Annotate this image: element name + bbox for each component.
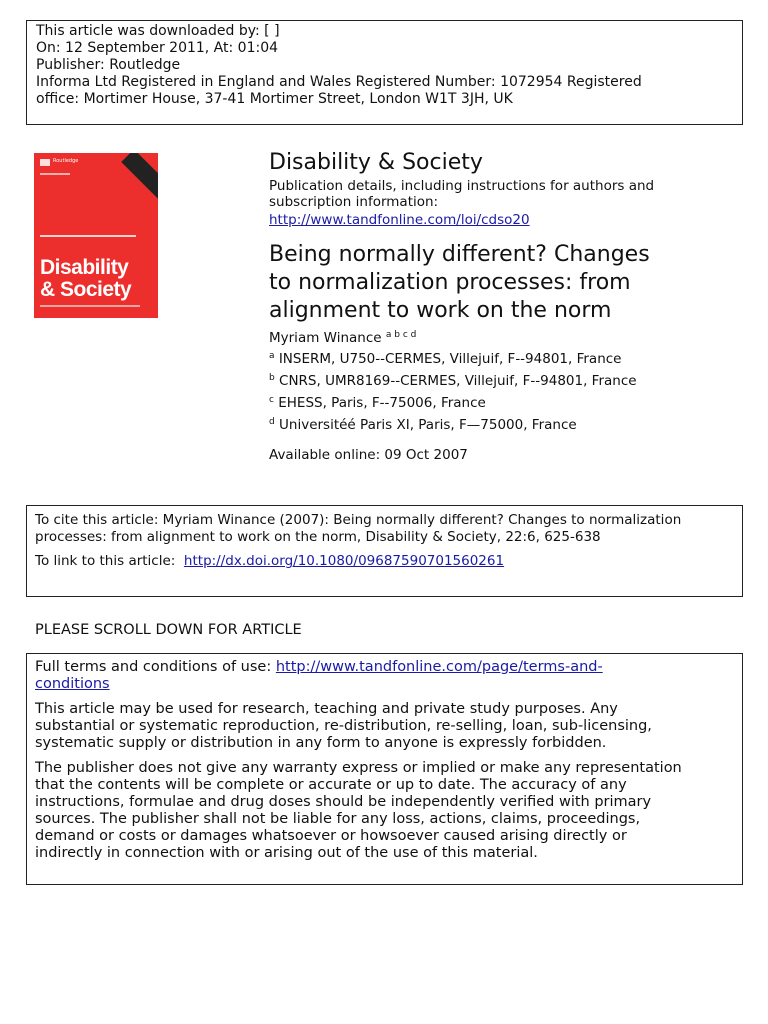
affiliation-text: EHESS, Paris, F--75006, France [278, 395, 486, 411]
affiliation-marker: b [269, 373, 275, 383]
publisher-logo-icon [40, 159, 50, 166]
terms-of-use [35, 659, 734, 693]
registration-line: Informa Ltd Registered in England and Wales Registered Number: 1072954 Registered [36, 74, 642, 90]
cover-publisher: Routledge [53, 158, 79, 164]
office-line: office: Mortimer House, 37-41 Mortimer Street, London W1T 3JH, UK [36, 91, 513, 107]
publisher-line: Publisher: Routledge [36, 57, 181, 73]
disclaimer-line: The publisher does not give any warranty express or implied or make any representation [35, 760, 682, 776]
affiliation-marker: c [269, 395, 274, 405]
cover-corner-badge [121, 153, 158, 199]
terms-box [26, 653, 743, 885]
author-superscript: a b c d [385, 330, 417, 340]
disclaimer-line: demand or costs or damages whatsoever or howsoever caused arising directly or [35, 828, 627, 844]
details-line1: Publication details, including instructions for authors and [269, 178, 655, 194]
affiliation [269, 350, 621, 368]
doi-link[interactable]: http://dx.doi.org/10.1080/09687590701560261 [183, 553, 505, 569]
article-title [269, 241, 650, 325]
publication-details [269, 178, 654, 210]
download-date: On: 12 September 2011, At: 01:04 [36, 40, 279, 56]
disclaimer-paragraph [35, 760, 734, 862]
disclaimer-line: that the contents will be complete or accurate or up to date. The accuracy of any [35, 777, 627, 793]
usage-paragraph [35, 701, 734, 752]
disclaimer-line: instructions, formulae and drug doses should be independently verified with primary [35, 794, 652, 810]
terms-link[interactable]: http://www.tandfonline.com/page/terms-and- [275, 659, 603, 675]
terms-link-continued[interactable]: conditions [35, 676, 110, 692]
citation-box [26, 505, 743, 597]
journal-title: Disability & Society [269, 150, 483, 175]
affiliation-text: INSERM, U750--CERMES, Villejuif, F--94801, France [278, 351, 622, 367]
available-online: Available online: 09 Oct 2007 [269, 447, 468, 463]
usage-line: systematic supply or distribution in any form to anyone is expressly forbidden. [35, 735, 607, 751]
details-line2: subscription information: [269, 194, 439, 210]
cover-title-line1: Disability [40, 256, 129, 279]
usage-line: This article may be used for research, teaching and private study purposes. Any [35, 701, 618, 717]
article-title-line1: Being normally different? Changes [269, 242, 650, 267]
affiliation [269, 372, 637, 390]
affiliation [269, 394, 486, 412]
journal-link[interactable]: http://www.tandfonline.com/loi/cdso20 [269, 212, 530, 228]
terms-label: Full terms and conditions of use: [35, 659, 276, 675]
affiliation-text: CNRS, UMR8169--CERMES, Villejuif, F--94801, France [279, 373, 637, 389]
journal-cover-image [34, 153, 158, 318]
citation-line1: To cite this article: Myriam Winance (2007): Being normally different? Changes to normalization [35, 512, 682, 528]
disclaimer-line: sources. The publisher shall not be liable for any loss, actions, claims, proceedings, [35, 811, 641, 827]
article-title-line3: alignment to work on the norm [269, 298, 612, 323]
scroll-note: PLEASE SCROLL DOWN FOR ARTICLE [35, 622, 302, 638]
affiliation [269, 416, 577, 434]
affiliation-marker: d [269, 417, 275, 427]
doi-row [35, 553, 734, 570]
affiliation-text: Universitéé Paris XI, Paris, F—75000, France [279, 417, 577, 433]
author [269, 329, 416, 347]
cover-title-line2: & Society [40, 278, 132, 301]
author-name: Myriam Winance [269, 330, 382, 346]
citation-line2: processes: from alignment to work on the norm, Disability & Society, 22:6, 625-638 [35, 529, 601, 545]
doi-label: To link to this article: [35, 553, 180, 569]
affiliation-marker: a [269, 351, 275, 361]
disclaimer-line: indirectly in connection with or arising out of the use of this material. [35, 845, 538, 861]
usage-line: substantial or systematic reproduction, re-distribution, re-selling, loan, sub-licensing, [35, 718, 652, 734]
article-title-line2: to normalization processes: from [269, 270, 631, 295]
download-line: This article was downloaded by: [ ] [36, 23, 280, 39]
download-notice-box [26, 20, 743, 125]
